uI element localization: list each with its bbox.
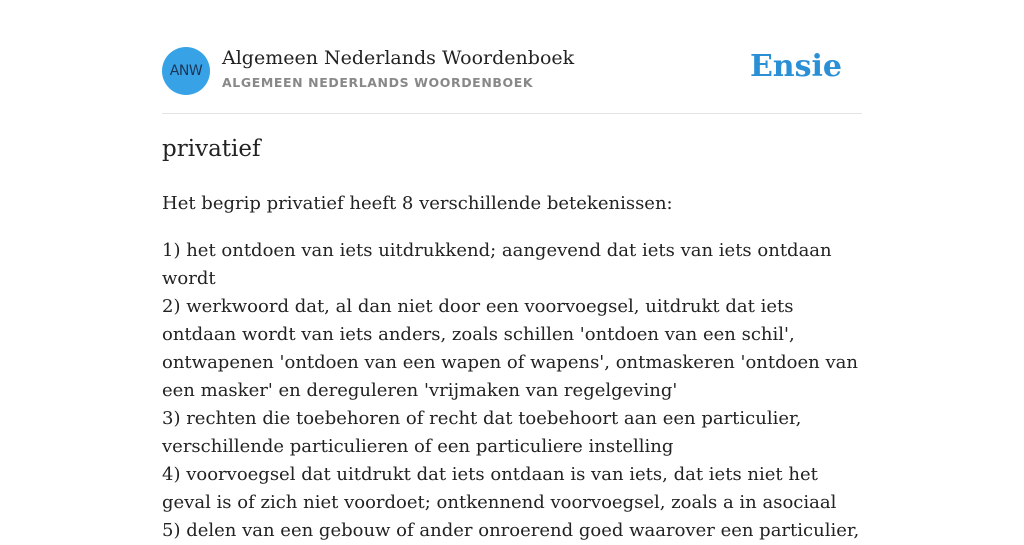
source-title[interactable]: Algemeen Nederlands Woordenboek [222,47,575,69]
header-divider [162,113,862,114]
entry-intro: Het begrip privatief heeft 8 verschillende betekenissen: [162,193,673,214]
ensie-brand-link[interactable]: Ensie [749,49,842,84]
anw-logo-text: ANW [169,63,203,79]
source-subtitle: ALGEMEEN NEDERLANDS WOORDENBOEK [222,75,534,90]
definition-item: 2) werkwoord dat, al dan niet door een voorvoegsel, uitdrukt dat iets ontdaan wordt van iets anders, zoals schillen 'ontdoen van een schil', ontwapenen 'ontdoen van een wapen of wapens', ontmaskeren 'ontdoen van een masker' en dereguleren 'vrijmaken van regelgeving' [162,296,858,401]
definition-item: 5) delen van een gebouw of ander onroerend goed waarover een particulier, [162,520,860,541]
definitions-list [162,237,862,545]
source-header [162,47,862,95]
definition-item: 3) rechten die toebehoren of recht dat toebehoort aan een particulier, verschillende particulieren of een particuliere instelling [162,408,802,457]
anw-logo[interactable] [162,47,210,95]
definition-item: 4) voorvoegsel dat uitdrukt dat iets ontdaan is van iets, dat iets niet het geval is of zich niet voordoet; ontkennend voorvoegsel, zoals a in asociaal [162,464,837,513]
definition-item: 1) het ontdoen van iets uitdrukkend; aangevend dat iets van iets ontdaan wordt [162,240,832,289]
entry-word-title: privatief [162,136,261,162]
